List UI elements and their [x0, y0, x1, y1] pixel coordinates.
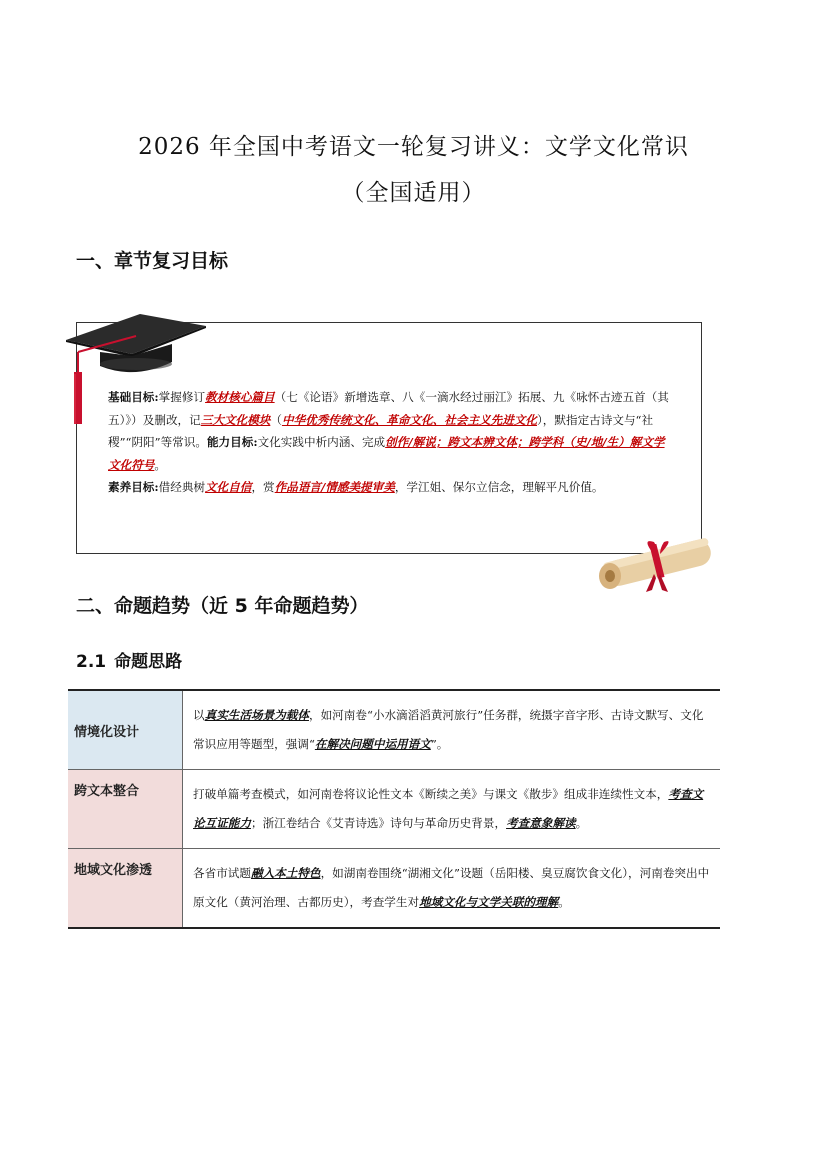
- row-content: [183, 849, 721, 929]
- basic-goal-text-4: ），默指定古诗文与“社稷”“阴阳”等常识。: [108, 412, 654, 449]
- quality-goal-highlight-1: 文化自信: [205, 480, 252, 494]
- basic-goal-text-2: （七《论语》新增选章、八《一滴水经过丽江》拓展、九《咏怀古迹五首（其五）》）及删改，记: [108, 390, 669, 427]
- basic-goal-label: 基础目标:: [108, 390, 159, 404]
- document-title: 2026 年全国中考语文一轮复习讲义：文学文化常识: [138, 134, 689, 160]
- document-subtitle: （全国适用）: [341, 180, 486, 206]
- row-emphasis: 融入本土特色: [250, 866, 321, 880]
- quality-goal-text-3: ，学江姐、保尔立信念，理解平凡价值。: [394, 480, 604, 494]
- row-content: [183, 770, 721, 849]
- subsection-title: 命题思路: [114, 652, 183, 672]
- section-heading-goals: 一、章节复习目标: [76, 250, 229, 272]
- row-emphasis: 地域文化与文学关联的理解: [419, 895, 559, 909]
- section-heading-trend: 二、命题趋势（近 5 年命题趋势）: [76, 595, 369, 617]
- row-content: [183, 690, 721, 770]
- ability-goal-text-1: 文化实践中析内涵、完成: [257, 435, 386, 449]
- basic-goal-text-1: 掌握修订: [158, 390, 206, 404]
- quality-goal-text-1: 借经典树: [158, 480, 206, 494]
- basic-goal-highlight-2: 三大文化模块: [200, 412, 271, 427]
- goals-text: [108, 386, 674, 499]
- ability-goal-highlight: 创作/解说；跨文本辨文体；跨学科（史/地/生）解文学文化符号: [108, 435, 665, 472]
- ability-goal-text-2: 。: [154, 457, 166, 472]
- trend-table: [68, 689, 720, 929]
- row-text: ”。: [430, 737, 449, 751]
- row-text: ，如河南卷“小水滴滔滔黄河旅行”任务群，统摄字音字形、古诗文默写、文化常识应用等题型，强调“: [193, 708, 704, 751]
- row-label: 地域文化渗透: [68, 849, 183, 929]
- basic-goal-text-3: （: [270, 412, 282, 427]
- row-label: 跨文本整合: [68, 770, 183, 849]
- quality-goal-text-2: ，赏: [251, 480, 275, 494]
- row-text: ；浙江卷结合《艾青诗选》诗句与革命历史背景，: [250, 816, 507, 830]
- row-emphasis: 真实生活场景为载体: [204, 708, 309, 722]
- table-row: [68, 849, 720, 929]
- row-emphasis: 在解决问题中运用语文: [314, 737, 431, 751]
- table-row: [68, 770, 720, 849]
- table-row: [68, 690, 720, 770]
- row-text: 。: [558, 895, 570, 909]
- diploma-scroll-icon: [592, 534, 722, 596]
- row-emphasis: 考查意象解读: [506, 816, 576, 830]
- basic-goal-highlight-1: 教材核心篇目: [205, 390, 275, 404]
- subsection-number: 2.1: [76, 652, 107, 672]
- row-text: ，如湖南卷围绕“湖湘文化”设题（岳阳楼、臭豆腐饮食文化），河南卷突出中原文化（黄河治理、古都历史），考查学生对: [193, 866, 710, 909]
- row-text: 以: [193, 708, 205, 722]
- quality-goal-label: 素养目标:: [108, 480, 159, 494]
- row-text: 打破单篇考查模式，如河南卷将议论性文本《断续之美》与课文《散步》组成非连续性文本，: [193, 787, 669, 801]
- row-label: 情境化设计: [68, 690, 183, 770]
- quality-goal-highlight-2: 作品语言/情感美提审美: [274, 480, 395, 494]
- subsection-heading: [76, 647, 182, 672]
- row-emphasis: 考查文论互证能力: [193, 787, 704, 830]
- row-text: 各省市试题: [193, 866, 251, 880]
- ability-goal-label: 能力目标:: [206, 435, 258, 449]
- basic-goal-highlight-3: 中华优秀传统文化、革命文化、社会主义先进文化: [281, 412, 538, 427]
- row-text: 。: [575, 816, 588, 830]
